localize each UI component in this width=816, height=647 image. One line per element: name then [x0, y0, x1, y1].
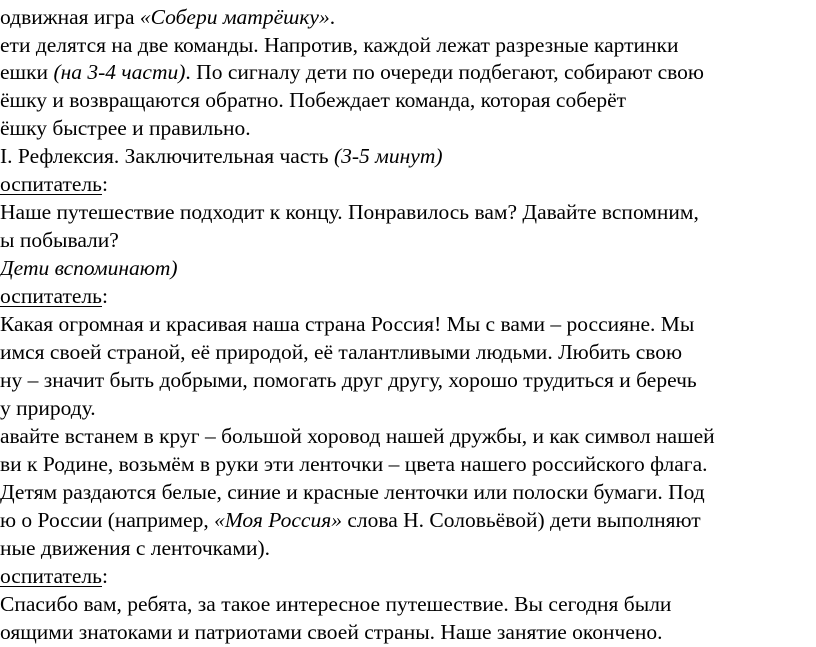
- text-line: ю о России (например, «Моя Россия» слова Н. Соловьёвой) дети выполняют: [0, 508, 701, 532]
- section-heading: I. Рефлексия. Заключительная часть (3-5 минут): [0, 144, 443, 168]
- text-line: Детям раздаются белые, синие и красные ленточки или полоски бумаги. Под: [0, 480, 705, 504]
- text-line: одвижная игра «Собери матрёшку».: [0, 5, 336, 29]
- text-line: ви к Родине, возьмём в руки эти ленточки – цвета нашего российского флага.: [0, 452, 708, 476]
- speaker-label: оспитатель:: [0, 284, 108, 308]
- text-line: Дети вспоминают): [0, 256, 178, 280]
- text-line: Какая огромная и красивая наша страна Россия! Мы с вами – россияне. Мы: [0, 312, 695, 336]
- text-line: у природу.: [0, 396, 96, 420]
- text-line: ну – значит быть добрыми, помогать друг другу, хорошо трудиться и беречь: [0, 368, 697, 392]
- text-line: Спасибо вам, ребята, за такое интересное путешествие. Вы сегодня были: [0, 592, 672, 616]
- text-line: оящими знатоками и патриотами своей страны. Наше занятие окончено.: [0, 620, 663, 644]
- speaker-label: оспитатель:: [0, 172, 108, 196]
- text-line: имся своей страной, её природой, её талантливыми людьми. Любить свою: [0, 340, 683, 364]
- text-line: ёшку быстрее и правильно.: [0, 116, 251, 140]
- text-line: ы побывали?: [0, 228, 119, 252]
- text-line: ети делятся на две команды. Напротив, каждой лежат разрезные картинки: [0, 33, 679, 57]
- text-line: ёшку и возвращаются обратно. Побеждает команда, которая соберёт: [0, 88, 627, 112]
- text-line: авайте встанем в круг – большой хоровод нашей дружбы, и как символ нашей: [0, 424, 715, 448]
- text-line: Наше путешествие подходит к концу. Понравилось вам? Давайте вспомним,: [0, 200, 699, 224]
- text-line: ешки (на 3-4 части). По сигналу дети по очереди подбегают, собирают свою: [0, 60, 704, 84]
- text-line: ные движения с ленточками).: [0, 536, 270, 560]
- speaker-label: оспитатель:: [0, 564, 108, 588]
